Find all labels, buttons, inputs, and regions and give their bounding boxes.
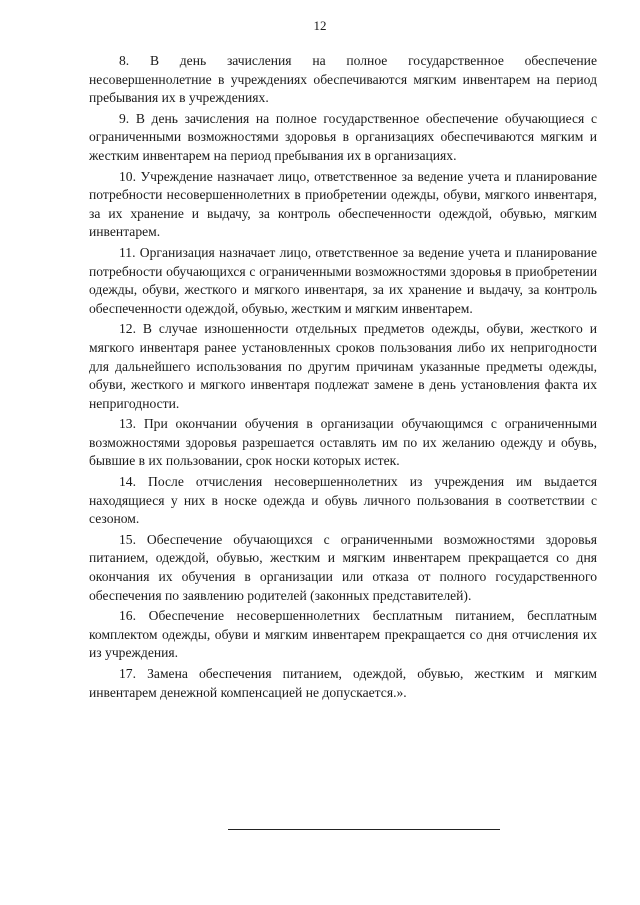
paragraph-12: 12. В случае изношенности отдельных предметов одежды, обуви, жесткого и мягкого инвентаря ранее установленных сроков пользования либо их непригодности для дальнейшего использования по другим причинам указанные предметы одежды, обуви, жесткого и мягкого инвентаря подлежат замене в день установления факта их непригодности. — [89, 321, 597, 411]
paragraph-10: 10. Учреждение назначает лицо, ответственное за ведение учета и планирование потребности несовершеннолетних в приобретении одежды, обуви, мягкого инвентаря, за их хранение и выдачу, за контроль обеспеченности одеждой, обувью, мягким инвентарем. — [89, 168, 597, 240]
closing-divider-line — [228, 829, 500, 830]
document-body — [89, 52, 597, 704]
paragraph-8: 8. В день зачисления на полное государственное обеспечение несовершеннолетние в учреждениях обеспечиваются мягким инвентарем на период пребывания их в учреждениях. — [89, 53, 597, 106]
paragraph-9: 9. В день зачисления на полное государственное обеспечение обучающиеся с ограниченными возможностями здоровья в организациях обеспечиваются мягким и жестким инвентарем на период пребывания их в организациях. — [89, 110, 597, 163]
paragraph-15: 15. Обеспечение обучающихся с ограниченными возможностями здоровья питанием, одеждой, обувью, жестким и мягким инвентарем прекращается со дня окончания их обучения в организации или отказа от полного государственного обеспечения по заявлению родителей (законных представителей). — [89, 531, 597, 603]
paragraph-11: 11. Организация назначает лицо, ответственное за ведение учета и планирование потребности обучающихся с ограниченными возможностями здоровья в приобретении одежды, обуви, жесткого и мягкого инвентаря, за их хранение и выдачу, за контроль обеспеченности одеждой, обувью, жестким и мягким инвентарем. — [89, 244, 597, 316]
paragraph-13: 13. При окончании обучения в организации обучающимся с ограниченными возможностями здоровья разрешается оставлять им по их желанию одежду и обувь, бывшие в их пользовании, срок носки которых истек. — [89, 416, 597, 469]
paragraph-17: 17. Замена обеспечения питанием, одеждой, обувью, жестким и мягким инвентарем денежной компенсацией не допускается.». — [89, 666, 597, 700]
page-number: 12 — [313, 18, 327, 33]
paragraph-16: 16. Обеспечение несовершеннолетних бесплатным питанием, бесплатным комплектом одежды, обуви и мягким инвентарем прекращается со дня отчисления их из учреждения. — [89, 608, 597, 661]
paragraph-14: 14. После отчисления несовершеннолетних из учреждения им выдается находящиеся у них в носке одежда и обувь личного пользования в соответствии с сезоном. — [89, 474, 597, 527]
